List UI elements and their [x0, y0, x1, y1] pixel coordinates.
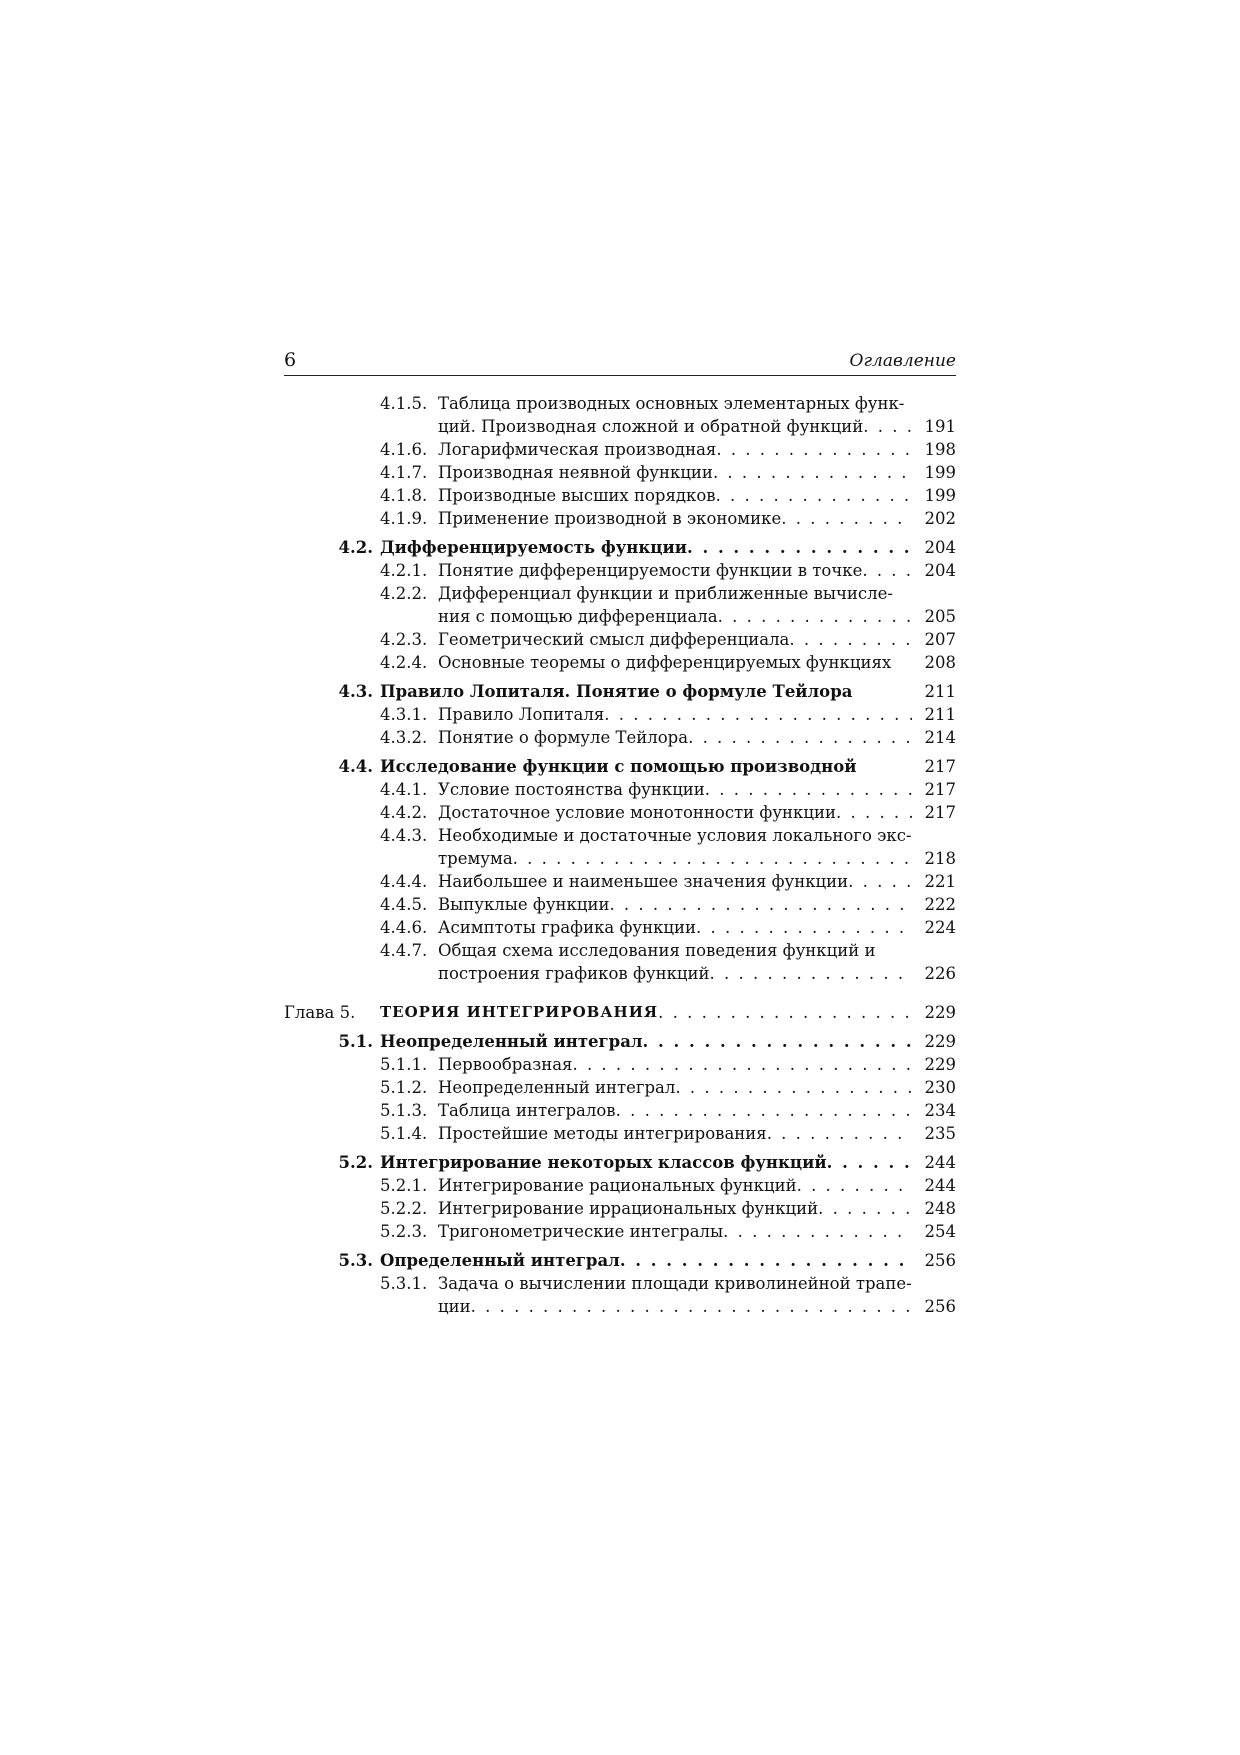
dot-leader: [797, 1174, 912, 1197]
entry-page: 244: [924, 1176, 956, 1195]
entry-number: 4.4.2.: [380, 803, 428, 822]
entry-page: 207: [924, 630, 956, 649]
dot-leader: [710, 962, 913, 985]
toc-entry-4-2-2: [284, 582, 956, 605]
entry-number: 5.1.4.: [380, 1124, 428, 1143]
section-title: Интегрирование некоторых классов функций: [380, 1153, 827, 1172]
dot-leader: [713, 461, 912, 484]
entry-page: 199: [924, 486, 956, 505]
dot-leader: [696, 916, 912, 939]
toc-entry-4-3-2: [284, 726, 956, 749]
entry-title: Производная неявной функции: [438, 463, 713, 482]
entry-page: 202: [924, 509, 956, 528]
entry-page: 214: [924, 728, 956, 747]
section-page: 211: [924, 682, 956, 701]
entry-page: 191: [924, 417, 956, 436]
entry-page: 229: [924, 1055, 956, 1074]
entry-number: 5.2.1.: [380, 1176, 428, 1195]
dot-leader: [767, 1122, 912, 1145]
section-page: 256: [924, 1251, 956, 1270]
entry-number: 4.1.6.: [380, 440, 428, 459]
entry-title-line1: Дифференциал функции и приближенные вычисле-: [438, 584, 893, 603]
entry-title: Неопределенный интеграл: [438, 1078, 676, 1097]
entry-title-line2: ций. Производная сложной и обратной функций: [438, 417, 864, 436]
entry-title-line1: Задача о вычислении площади криволинейной трапе-: [438, 1274, 912, 1293]
entry-page: 199: [924, 463, 956, 482]
entry-title-line1: Общая схема исследования поведения функций и: [438, 941, 876, 960]
section-number: 4.4.: [338, 757, 373, 776]
entry-page: 226: [924, 964, 956, 983]
toc-entry-5-2-2: [284, 1197, 956, 1220]
entry-number: 5.1.1.: [380, 1055, 428, 1074]
entry-title: Тригонометрические интегралы: [438, 1222, 724, 1241]
entry-title: Основные теоремы о дифференцируемых функциях: [438, 653, 892, 672]
toc-entry-5-3-1-cont: [284, 1295, 956, 1318]
dot-leader: [836, 801, 912, 824]
dot-leader: [716, 484, 912, 507]
entry-number: 4.4.7.: [380, 941, 428, 960]
entry-number: 4.1.8.: [380, 486, 428, 505]
toc-entry-4-1-6: [284, 438, 956, 461]
toc-entry-5-3-1: [284, 1272, 956, 1295]
entry-title: Понятие о формуле Тейлора: [438, 728, 689, 747]
chapter-page: 229: [924, 1003, 956, 1022]
toc-entry-4-2-2-cont: [284, 605, 956, 628]
dot-leader: [658, 1001, 912, 1024]
toc-entry-4-3-1: [284, 703, 956, 726]
section-number: 5.1.: [338, 1032, 373, 1051]
entry-title: Условие постоянства функции: [438, 780, 705, 799]
entry-page: 218: [924, 849, 956, 868]
entry-number: 4.4.3.: [380, 826, 428, 845]
entry-page: 230: [924, 1078, 956, 1097]
dot-leader: [818, 1197, 912, 1220]
toc-entry-4-4-2: [284, 801, 956, 824]
entry-title: Первообразная: [438, 1055, 573, 1074]
entry-title: Асимптоты графика функции: [438, 918, 697, 937]
toc-section-4-3: [284, 680, 956, 703]
entry-page: 211: [924, 705, 956, 724]
toc-entry-5-2-1: [284, 1174, 956, 1197]
toc-entry-4-2-4: [284, 651, 956, 674]
entry-title-line1: Необходимые и достаточные условия локального экс-: [438, 826, 912, 845]
entry-page: 217: [924, 803, 956, 822]
toc-entry-4-1-5-cont: [284, 415, 956, 438]
entry-title: Применение производной в экономике: [438, 509, 782, 528]
section-number: 5.3.: [338, 1251, 373, 1270]
entry-number: 4.4.1.: [380, 780, 428, 799]
entry-page: 254: [924, 1222, 956, 1241]
entry-page: 256: [924, 1297, 956, 1316]
entry-number: 4.1.9.: [380, 509, 428, 528]
entry-title: Логарифмическая производная: [438, 440, 717, 459]
toc-entry-4-4-7-cont: [284, 962, 956, 985]
dot-leader: [718, 605, 912, 628]
entry-title: Достаточное условие монотонности функции: [438, 803, 836, 822]
section-page: 217: [924, 757, 956, 776]
dot-leader: [643, 1030, 912, 1053]
entry-page: 234: [924, 1101, 956, 1120]
entry-title-line2: ции: [438, 1297, 471, 1316]
dot-leader: [687, 536, 912, 559]
dot-leader: [675, 1076, 912, 1099]
entry-title: Производные высших порядков: [438, 486, 716, 505]
dot-leader: [862, 559, 912, 582]
entry-number: 4.1.5.: [380, 394, 428, 413]
dot-leader: [848, 870, 912, 893]
entry-page: 204: [924, 561, 956, 580]
running-head: [284, 345, 956, 376]
entry-title: Правило Лопиталя: [438, 705, 605, 724]
toc-entry-5-1-2: [284, 1076, 956, 1099]
dot-leader: [609, 893, 912, 916]
entry-number: 4.2.1.: [380, 561, 428, 580]
entry-title-line2: построения графиков функций: [438, 964, 710, 983]
book-page: [284, 345, 956, 1318]
toc-entry-4-4-5: [284, 893, 956, 916]
dot-leader: [789, 628, 912, 651]
dot-leader: [620, 1249, 912, 1272]
section-title: Дифференцируемость функции: [380, 538, 687, 557]
entry-page: 205: [924, 607, 956, 626]
dot-leader: [863, 415, 912, 438]
entry-number: 5.2.3.: [380, 1222, 428, 1241]
section-number: 4.2.: [338, 538, 373, 557]
entry-number: 4.2.3.: [380, 630, 428, 649]
entry-page: 235: [924, 1124, 956, 1143]
section-title: Неопределенный интеграл: [380, 1032, 643, 1051]
running-title: Оглавление: [849, 351, 956, 371]
dot-leader: [572, 1053, 912, 1076]
toc-entry-5-2-3: [284, 1220, 956, 1243]
entry-page: 248: [924, 1199, 956, 1218]
entry-page: 217: [924, 780, 956, 799]
entry-title-line2: ния с помощью дифференциала: [438, 607, 718, 626]
toc-entry-4-1-9: [284, 507, 956, 530]
entry-title-line1: Таблица производных основных элементарных функ-: [438, 394, 905, 413]
toc-entry-4-4-6: [284, 916, 956, 939]
dot-leader: [781, 507, 912, 530]
entry-page: 222: [924, 895, 956, 914]
dot-leader: [827, 1151, 912, 1174]
chapter-number: Глава 5.: [284, 1003, 356, 1022]
section-number: 5.2.: [338, 1153, 373, 1172]
toc-entry-4-1-8: [284, 484, 956, 507]
dot-leader: [688, 726, 912, 749]
chapter-title: ТЕОРИЯ ИНТЕГРИРОВАНИЯ: [380, 1003, 659, 1021]
toc-entry-4-4-3-cont: [284, 847, 956, 870]
entry-title: Выпуклые функции: [438, 895, 610, 914]
entry-title: Таблица интегралов: [438, 1101, 616, 1120]
dot-leader: [471, 1295, 912, 1318]
entry-title: Интегрирование рациональных функций: [438, 1176, 797, 1195]
toc-section-4-2: [284, 536, 956, 559]
toc-entry-4-4-4: [284, 870, 956, 893]
entry-page: 221: [924, 872, 956, 891]
entry-title-line2: тремума: [438, 849, 513, 868]
entry-number: 4.4.6.: [380, 918, 428, 937]
toc-entry-5-1-4: [284, 1122, 956, 1145]
entry-title: Наибольшее и наименьшее значения функции: [438, 872, 849, 891]
toc-chapter-5: [284, 1001, 956, 1024]
entry-page: 198: [924, 440, 956, 459]
toc-entry-4-2-1: [284, 559, 956, 582]
section-page: 229: [924, 1032, 956, 1051]
page-number: 6: [284, 349, 297, 371]
toc-entry-4-1-7: [284, 461, 956, 484]
toc-section-5-2: [284, 1151, 956, 1174]
entry-number: 5.3.1.: [380, 1274, 428, 1293]
dot-leader: [616, 1099, 912, 1122]
toc-section-5-3: [284, 1249, 956, 1272]
dot-leader: [604, 703, 912, 726]
entry-number: 4.1.7.: [380, 463, 428, 482]
section-title: Определенный интеграл: [380, 1251, 620, 1270]
entry-title: Простейшие методы интегрирования: [438, 1124, 767, 1143]
toc-entry-5-1-3: [284, 1099, 956, 1122]
section-page: 204: [924, 538, 956, 557]
section-title: Исследование функции с помощью производной: [380, 757, 857, 776]
toc-entry-4-4-7: [284, 939, 956, 962]
toc-entry-4-2-3: [284, 628, 956, 651]
table-of-contents: [284, 392, 956, 1318]
entry-title: Геометрический смысл дифференциала: [438, 630, 790, 649]
dot-leader: [716, 438, 912, 461]
toc-entry-5-1-1: [284, 1053, 956, 1076]
entry-title: Понятие дифференцируемости функции в точке: [438, 561, 863, 580]
toc-entry-4-4-1: [284, 778, 956, 801]
toc-section-5-1: [284, 1030, 956, 1053]
entry-page: 208: [924, 653, 956, 672]
entry-number: 5.1.2.: [380, 1078, 428, 1097]
section-title: Правило Лопиталя. Понятие о формуле Тейлора: [380, 682, 853, 701]
entry-page: 224: [924, 918, 956, 937]
entry-number: 4.4.4.: [380, 872, 428, 891]
dot-leader: [723, 1220, 912, 1243]
entry-number: 5.1.3.: [380, 1101, 428, 1120]
toc-entry-4-1-5: [284, 392, 956, 415]
entry-number: 4.4.5.: [380, 895, 428, 914]
dot-leader: [513, 847, 912, 870]
entry-number: 5.2.2.: [380, 1199, 428, 1218]
entry-number: 4.3.2.: [380, 728, 428, 747]
entry-title: Интегрирование иррациональных функций: [438, 1199, 819, 1218]
entry-number: 4.2.4.: [380, 653, 428, 672]
section-page: 244: [924, 1153, 956, 1172]
dot-leader: [705, 778, 912, 801]
toc-entry-4-4-3: [284, 824, 956, 847]
section-number: 4.3.: [338, 682, 373, 701]
entry-number: 4.2.2.: [380, 584, 428, 603]
entry-number: 4.3.1.: [380, 705, 428, 724]
toc-section-4-4: [284, 755, 956, 778]
